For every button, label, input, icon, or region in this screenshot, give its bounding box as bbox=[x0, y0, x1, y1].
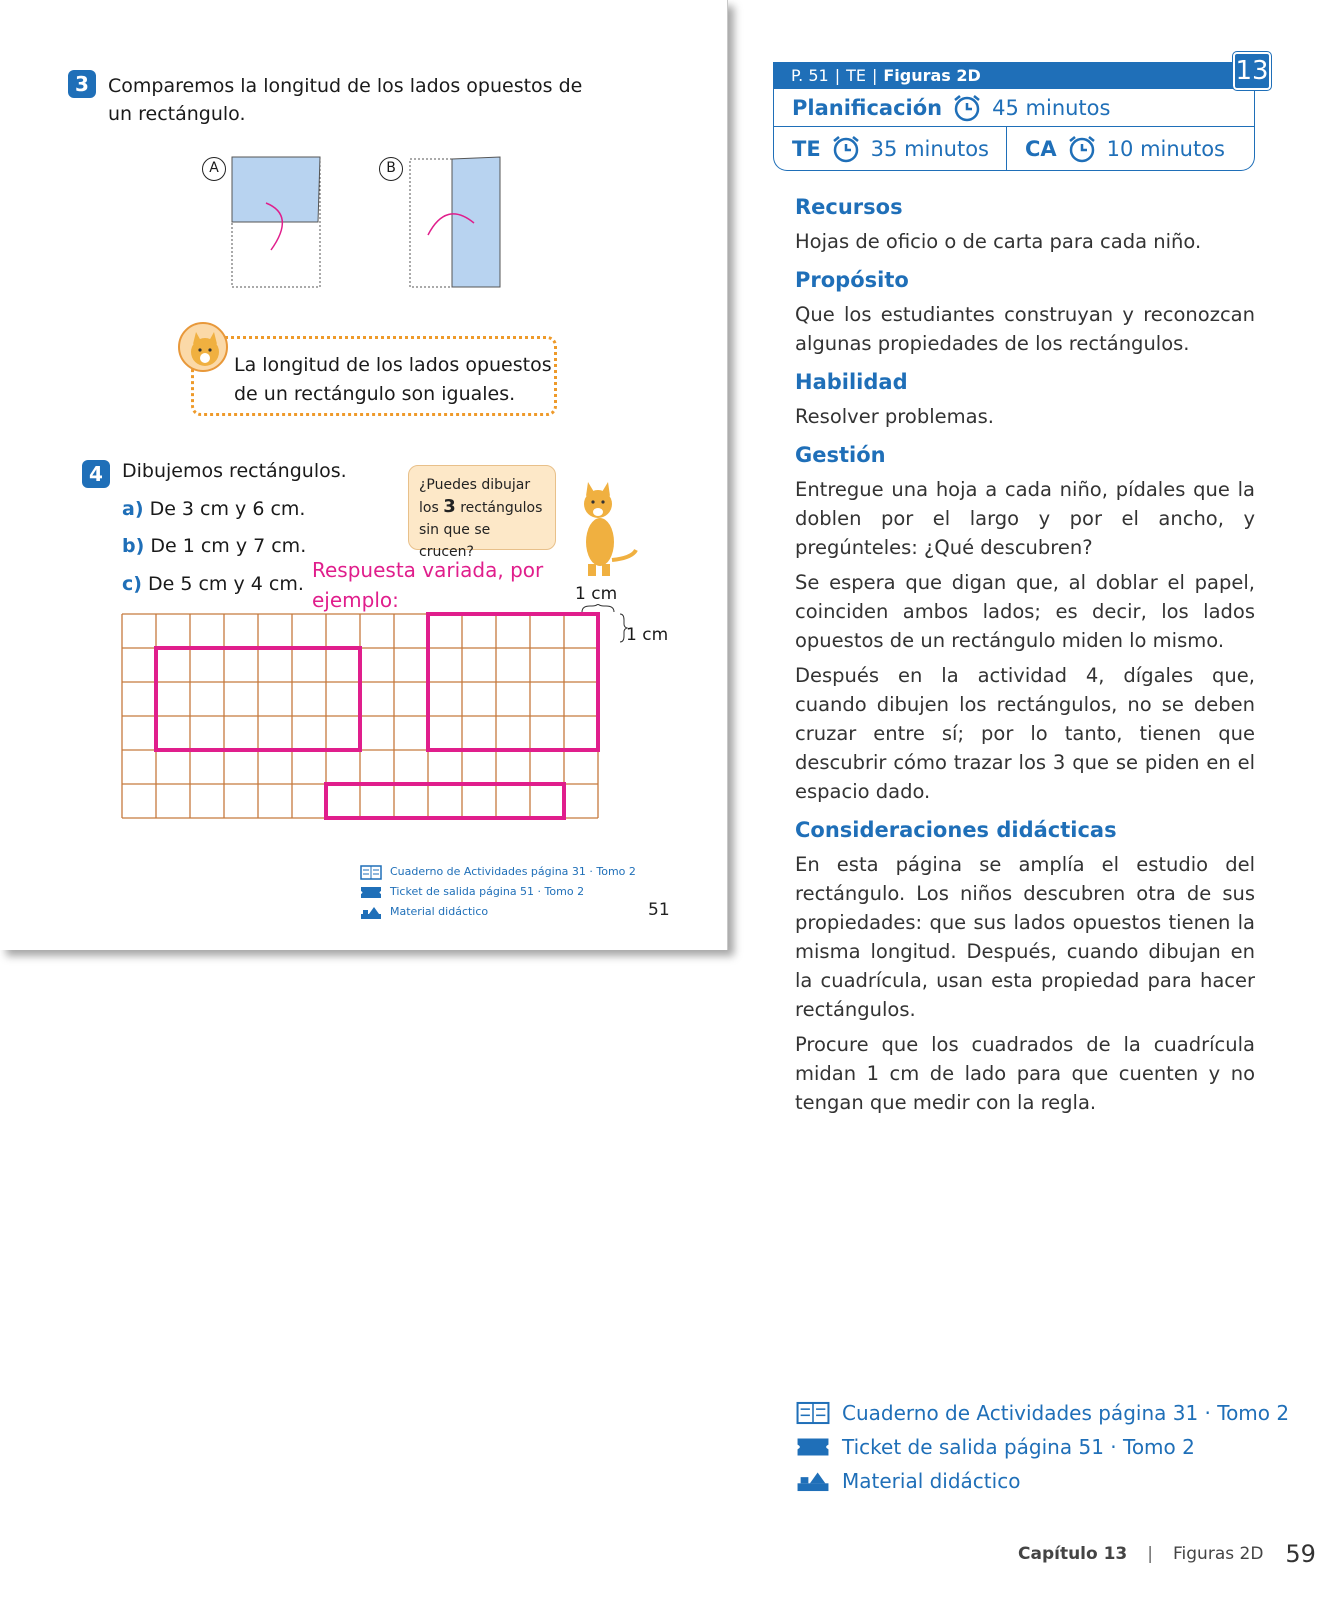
cat-character-icon bbox=[570, 480, 640, 580]
unit-label-side: 1 cm bbox=[626, 625, 669, 645]
section-proposito bbox=[795, 268, 1255, 358]
item-text: De 3 cm y 6 cm. bbox=[149, 498, 306, 520]
bubble-number: 3 bbox=[443, 496, 456, 517]
answer-rectangle bbox=[326, 784, 564, 818]
footer-topic: Figuras 2D bbox=[1173, 1544, 1264, 1564]
planificacion-time: 45 minutos bbox=[992, 95, 1111, 120]
section-paragraph: Hojas de oficio o de carta para cada niño. bbox=[795, 230, 1202, 253]
question-4-title: Dibujemos rectángulos. bbox=[122, 460, 347, 482]
planning-box bbox=[773, 62, 1255, 171]
question-4-item-b bbox=[122, 535, 306, 557]
item-text: De 5 cm y 4 cm. bbox=[148, 573, 304, 595]
ticket-icon bbox=[360, 885, 382, 900]
bubble-text: rectángulos bbox=[460, 500, 543, 516]
ref-text: Material didáctico bbox=[842, 1469, 1021, 1493]
section-paragraph: Se espera que digan que, al doblar el papel, coinciden ambos lados; es decir, los lados opuestos de un rectángulo miden lo mismo. bbox=[795, 571, 1255, 652]
bubble-line-2 bbox=[419, 496, 545, 519]
section-gestion bbox=[795, 443, 1255, 806]
planning-row bbox=[773, 89, 1255, 127]
alarm-clock-icon bbox=[831, 134, 861, 164]
question-3-text: Comparemos la longitud de los lados opuestos de un rectángulo. bbox=[108, 75, 583, 125]
guide-refs bbox=[796, 1396, 1289, 1498]
item-text: De 1 cm y 7 cm. bbox=[150, 535, 307, 557]
bubble-line-3: sin que se crucen? bbox=[419, 522, 491, 560]
section-heading: Recursos bbox=[795, 195, 903, 219]
speech-bubble bbox=[408, 465, 556, 560]
footer-separator: | bbox=[1147, 1544, 1153, 1564]
section-habilidad bbox=[795, 370, 1255, 431]
footer-chapter: Capítulo 13 bbox=[1018, 1544, 1128, 1564]
ref-workbook bbox=[796, 1396, 1289, 1430]
ref-workbook bbox=[360, 862, 636, 882]
question-4-badge: 4 bbox=[82, 460, 110, 488]
student-page bbox=[0, 0, 728, 950]
figure-b-label: B bbox=[379, 157, 403, 181]
section-heading: Gestión bbox=[795, 443, 886, 467]
question-4-item-a bbox=[122, 498, 305, 520]
book-icon bbox=[360, 865, 382, 880]
answer-note: Respuesta variada, por ejemplo: bbox=[312, 558, 544, 612]
item-label: b) bbox=[122, 535, 145, 557]
drawing-grid bbox=[120, 612, 616, 824]
section-paragraph: En esta página se amplía el estudio del rectángulo. Los niños descubren otra de sus propiedades: que sus lados opuestos tienen la misma longitud. Después, cuando dibujan en la cuadrícula, usan esta propiedad para hacer rectángulos. bbox=[795, 853, 1255, 1021]
student-refs bbox=[360, 862, 636, 922]
ca-cell bbox=[1007, 127, 1225, 170]
ref-material bbox=[796, 1464, 1289, 1498]
section-recursos bbox=[795, 195, 1255, 256]
ref-text: Ticket de salida página 51 · Tomo 2 bbox=[390, 885, 585, 898]
ref-text: Cuaderno de Actividades página 31 · Tomo 2 bbox=[390, 865, 636, 878]
ref-text: Cuaderno de Actividades página 31 · Tomo 2 bbox=[842, 1401, 1290, 1425]
te-label: TE bbox=[792, 136, 821, 161]
section-heading: Habilidad bbox=[795, 370, 908, 394]
section-consideraciones bbox=[795, 818, 1255, 1117]
section-paragraph: Entregue una hoja a cada niño, pídales que la doblen por el largo y por el ancho, y pregúnteles: ¿Qué descubren? bbox=[795, 478, 1255, 559]
figure-a-label: A bbox=[202, 157, 226, 181]
te-time: 35 minutos bbox=[870, 136, 990, 161]
planning-header: P. 51 | TE | Figuras 2D bbox=[773, 62, 1255, 89]
plan-page: P. 51 bbox=[791, 66, 829, 85]
ref-ticket bbox=[796, 1430, 1289, 1464]
section-paragraph: Que los estudiantes construyan y reconozcan algunas propiedades de los rectángulos. bbox=[795, 303, 1255, 355]
chapter-badge: 13 bbox=[1233, 52, 1271, 90]
page-footer bbox=[1018, 1540, 1316, 1568]
time-split-row bbox=[773, 127, 1255, 171]
ca-time: 10 minutos bbox=[1106, 136, 1226, 161]
student-page-number: 51 bbox=[648, 900, 670, 920]
plan-te: TE bbox=[846, 66, 866, 85]
ref-text: Material didáctico bbox=[390, 905, 489, 918]
book-icon bbox=[796, 1401, 830, 1425]
plan-topic: Figuras 2D bbox=[883, 66, 981, 85]
ref-ticket bbox=[360, 882, 636, 902]
ticket-icon bbox=[796, 1435, 830, 1459]
cat-avatar-icon bbox=[178, 322, 228, 372]
planificacion-label: Planificación bbox=[792, 95, 943, 120]
ref-text: Ticket de salida página 51 · Tomo 2 bbox=[842, 1435, 1195, 1459]
ref-material bbox=[360, 902, 636, 922]
bubble-line-1: ¿Puedes dibujar bbox=[419, 477, 531, 493]
folded-paper-a bbox=[226, 155, 326, 290]
item-label: a) bbox=[122, 498, 144, 520]
alarm-clock-icon bbox=[1067, 134, 1097, 164]
material-icon bbox=[796, 1469, 830, 1493]
te-cell bbox=[774, 127, 1007, 170]
alarm-clock-icon bbox=[952, 93, 982, 123]
material-icon bbox=[360, 905, 382, 920]
unit-label-top: 1 cm bbox=[575, 584, 618, 604]
bubble-text: los bbox=[419, 500, 439, 516]
folded-paper-b bbox=[406, 155, 506, 290]
section-paragraph: Después en la actividad 4, dígales que, cuando dibujen los rectángulos, no se deben cruzar entre sí; por lo tanto, tienen que descubrir cómo trazar los 3 que se piden en el espacio dado. bbox=[795, 664, 1255, 803]
section-heading: Consideraciones didácticas bbox=[795, 818, 1117, 842]
teacher-guide bbox=[795, 195, 1255, 1129]
item-label: c) bbox=[122, 573, 142, 595]
question-3-badge: 3 bbox=[68, 70, 96, 98]
question-4-item-c bbox=[122, 573, 304, 595]
page-number: 59 bbox=[1285, 1540, 1316, 1568]
section-heading: Propósito bbox=[795, 268, 909, 292]
rule-note: La longitud de los lados opuestos de un rectángulo son iguales. bbox=[191, 336, 557, 416]
ca-label: CA bbox=[1025, 136, 1057, 161]
section-paragraph: Procure que los cuadrados de la cuadrícula midan 1 cm de lado para que cuenten y no tengan que medir con la regla. bbox=[795, 1033, 1255, 1114]
section-paragraph: Resolver problemas. bbox=[795, 405, 994, 428]
